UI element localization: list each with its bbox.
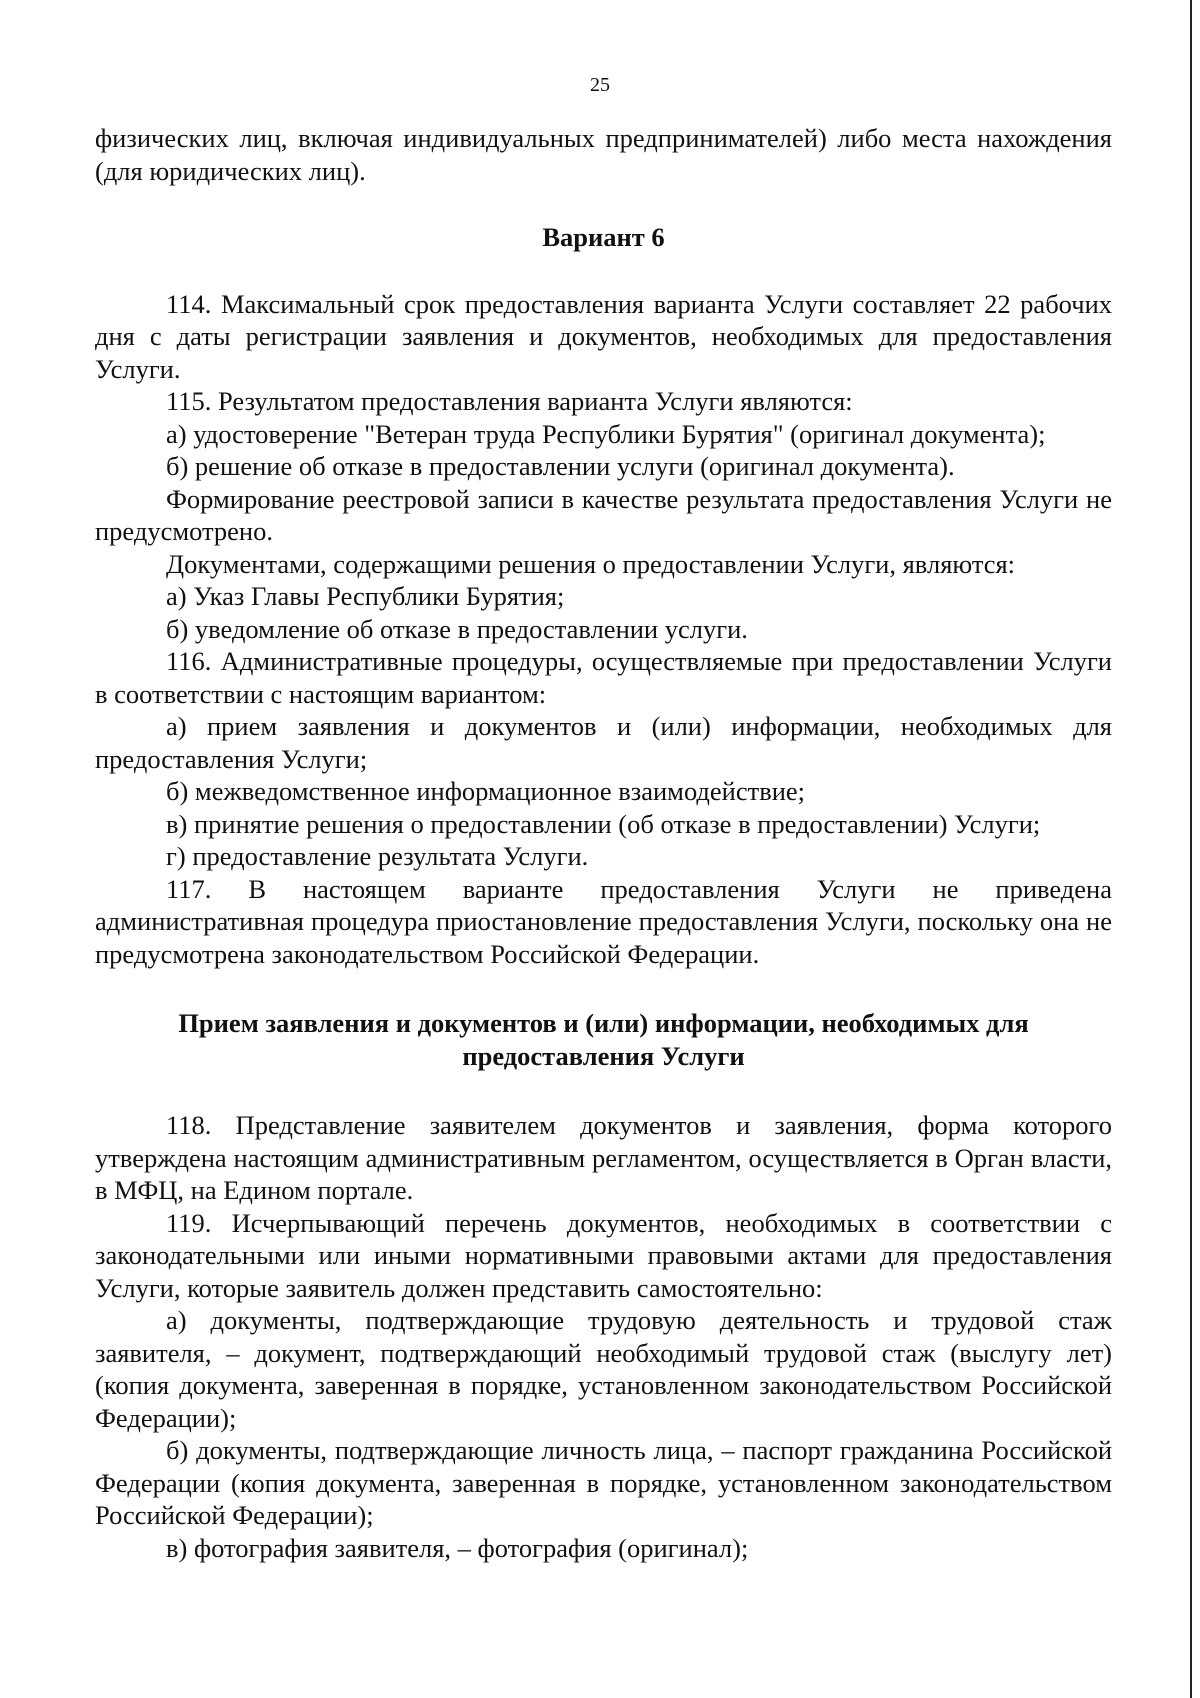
paragraph-decision-docs: Документами, содержащими решения о предоставлении Услуги, являются: [166, 548, 1016, 579]
paragraph-registry: Формирование реестровой записи в качестве результата предоставления Услуги не предусмотрено. [95, 483, 1112, 546]
section-heading: Прием заявления и документов и (или) информации, необходимых для предоставления Услуги [178, 1008, 1029, 1071]
paragraph-117: 117. В настоящем варианте предоставления Услуги не приведена административная процедура приостановление предоставления Услуги, поскольку она не предусмотрена законодательством Российской Федерации. [95, 873, 1112, 969]
paragraph-115: 115. Результатом предоставления варианта Услуги являются: [166, 386, 853, 416]
paragraph-118: 118. Представление заявителем документов и заявления, форма которого утверждена настоящим административным регламентом, осуществляется в Орган власти, в МФЦ, на Едином портале. [95, 1110, 1112, 1205]
list-item-119a: а) документы, подтверждающие трудовую деятельность и трудовой стаж заявителя, – документ, подтверждающий необходимый трудовой стаж (выслугу лет) (копия документа, заверенная в порядке, установленном законодательством Российской Федерации); [95, 1305, 1112, 1433]
page-number: 25 [590, 74, 610, 96]
list-item-116v: в) принятие решения о предоставлении (об отказе в предоставлении) Услуги; [166, 808, 1041, 839]
variant-heading: Вариант 6 [542, 222, 665, 252]
paragraph-119: 119. Исчерпывающий перечень документов, необходимых в соответствии с законодательными или иными нормативными правовыми актами для предоставления Услуги, которые заявитель должен представить самостоятельно: [95, 1207, 1112, 1303]
paragraph-116: 116. Административные процедуры, осуществляемые при предоставлении Услуги в соответствии с настоящим вариантом: [95, 646, 1112, 709]
list-item-116b: б) межведомственное информационное взаимодействие; [166, 776, 806, 806]
list-item-decree: а) Указ Главы Республики Бурятия; [166, 581, 565, 611]
list-item-116a: а) прием заявления и документов и (или) информации, необходимых для предоставления Услуги; [95, 711, 1112, 774]
paragraph-114: 114. Максимальный срок предоставления варианта Услуги составляет 22 рабочих дня с даты регистрации заявления и документов, необходимых для предоставления Услуги. [95, 288, 1112, 384]
document-body [95, 122, 1112, 1564]
list-item-119v: в) фотография заявителя, – фотография (оригинал); [166, 1532, 749, 1563]
list-item-refusal-notice: б) уведомление об отказе в предоставлении услуги. [166, 613, 748, 644]
page-edge-line [1190, 0, 1192, 1698]
list-item-115b: б) решение об отказе в предоставлении услуги (оригинал документа). [166, 451, 955, 481]
list-item-115a: а) удостоверение "Ветеран труда Республики Бурятия" (оригинал документа); [166, 418, 1046, 449]
intro-paragraph: физических лиц, включая индивидуальных предпринимателей) либо места нахождения (для юридических лиц). [95, 123, 1112, 186]
list-item-119b: б) документы, подтверждающие личность лица, – паспорт гражданина Российской Федерации (копия документа, заверенная в порядке, установленном законодательством Российской Федерации); [95, 1435, 1112, 1530]
list-item-116g: г) предоставление результата Услуги. [166, 841, 589, 871]
